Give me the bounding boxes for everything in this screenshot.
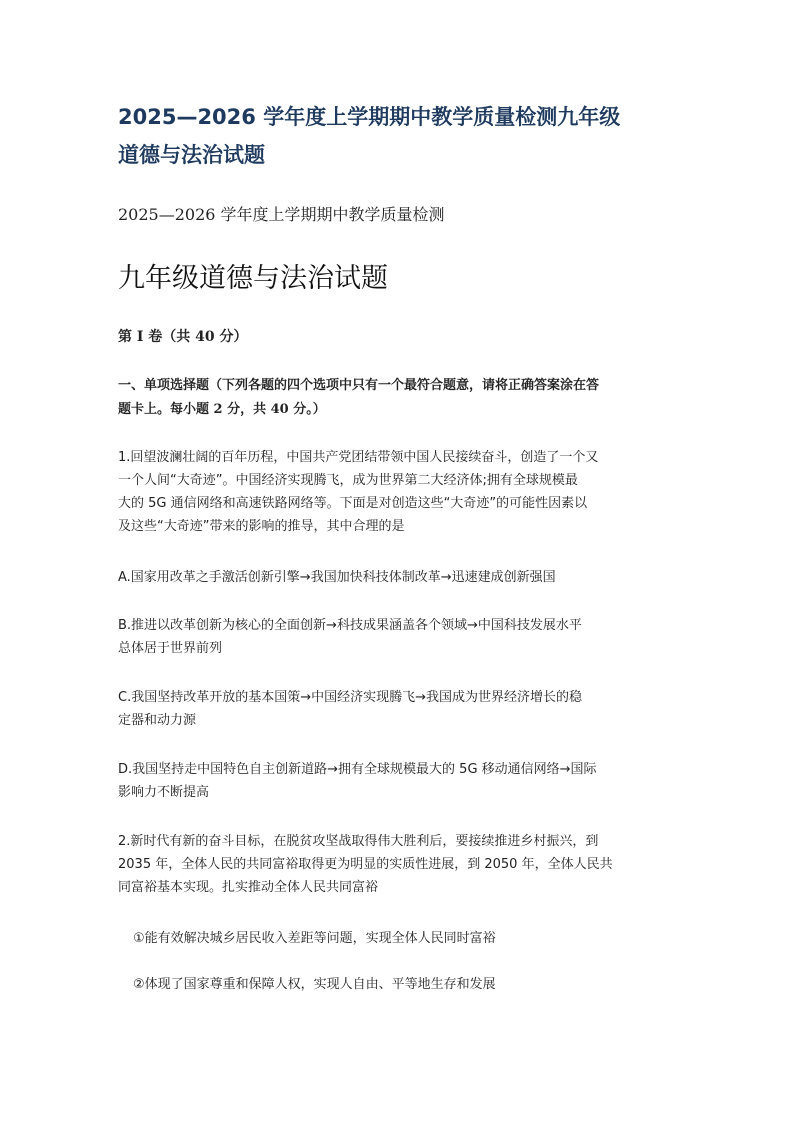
option-d-line-1: D.我国坚持走中国特色自主创新道路→拥有全球规模最大的 5G 移动通信网络→国际 <box>118 762 597 777</box>
option-c-line-2: 定器和动力源 <box>118 713 197 728</box>
question-1-line-2: 一个人间“大奇迹”。中国经济实现腾飞，成为世界第二大经济体;拥有全球规模最 <box>118 473 578 488</box>
question-1 <box>118 446 678 538</box>
option-c-line-1: C.我国坚持改革开放的基本国策→中国经济实现腾飞→我国成为世界经济增长的稳 <box>118 690 582 705</box>
option-c <box>118 686 678 732</box>
question-2 <box>118 830 678 899</box>
instructions-line-1: 一、单项选择题（下列各题的四个选项中只有一个最符合题意，请将正确答案涂在答 <box>118 378 600 393</box>
statement-2 <box>133 973 693 996</box>
question-1-line-3: 大的 5G 通信网络和高速铁路网络等。下面是对创造这些“大奇迹”的可能性因素以 <box>118 496 588 511</box>
question-2-line-3: 同富裕基本实现。扎实推动全体人民共同富裕 <box>118 880 379 895</box>
option-b-line-1: B.推进以改革创新为核心的全面创新→科技成果涵盖各个领域→中国科技发展水平 <box>118 618 582 633</box>
option-b-line-2: 总体居于世界前列 <box>118 641 223 656</box>
section-label: 第 I 卷（共 40 分） <box>118 329 248 345</box>
statement-1 <box>133 927 693 950</box>
question-1-line-4: 及这些“大奇迹”带来的影响的推导，其中合理的是 <box>118 519 405 534</box>
option-b <box>118 614 678 660</box>
statement-1-text: ①能有效解决城乡居民收入差距等问题，实现全体人民同时富裕 <box>133 931 496 946</box>
document-title-line-1: 2025—2026 学年度上学期期中教学质量检测九年级 <box>118 105 621 129</box>
statement-2-text: ②体现了国家尊重和保障人权，实现人自由、平等地生存和发展 <box>133 977 496 992</box>
exam-heading: 九年级道德与法治试题 <box>118 263 388 294</box>
document-title <box>118 98 678 174</box>
option-d <box>118 758 678 804</box>
option-a <box>118 566 678 589</box>
question-2-line-1: 2.新时代有新的奋斗目标，在脱贫攻坚战取得伟大胜利后，要接续推进乡村振兴，到 <box>118 834 599 849</box>
instructions <box>118 374 678 422</box>
question-2-line-2: 2035 年，全体人民的共同富裕取得更为明显的实质性进展，到 2050 年，全体人民共 <box>118 857 613 872</box>
question-1-line-1: 1.回望波澜壮阔的百年历程，中国共产党团结带领中国人民接续奋斗，创造了一个又 <box>118 450 599 465</box>
document-title-line-2: 道德与法治试题 <box>118 143 265 167</box>
option-a-line-1: A.国家用改革之手激活创新引擎→我国加快科技体制改革→迅速建成创新强国 <box>118 570 556 585</box>
option-d-line-2: 影响力不断提高 <box>118 785 210 800</box>
instructions-line-2: 题卡上。每小题 2 分，共 40 分。） <box>118 402 326 417</box>
exam-subtitle: 2025—2026 学年度上学期期中教学质量检测 <box>118 205 445 224</box>
